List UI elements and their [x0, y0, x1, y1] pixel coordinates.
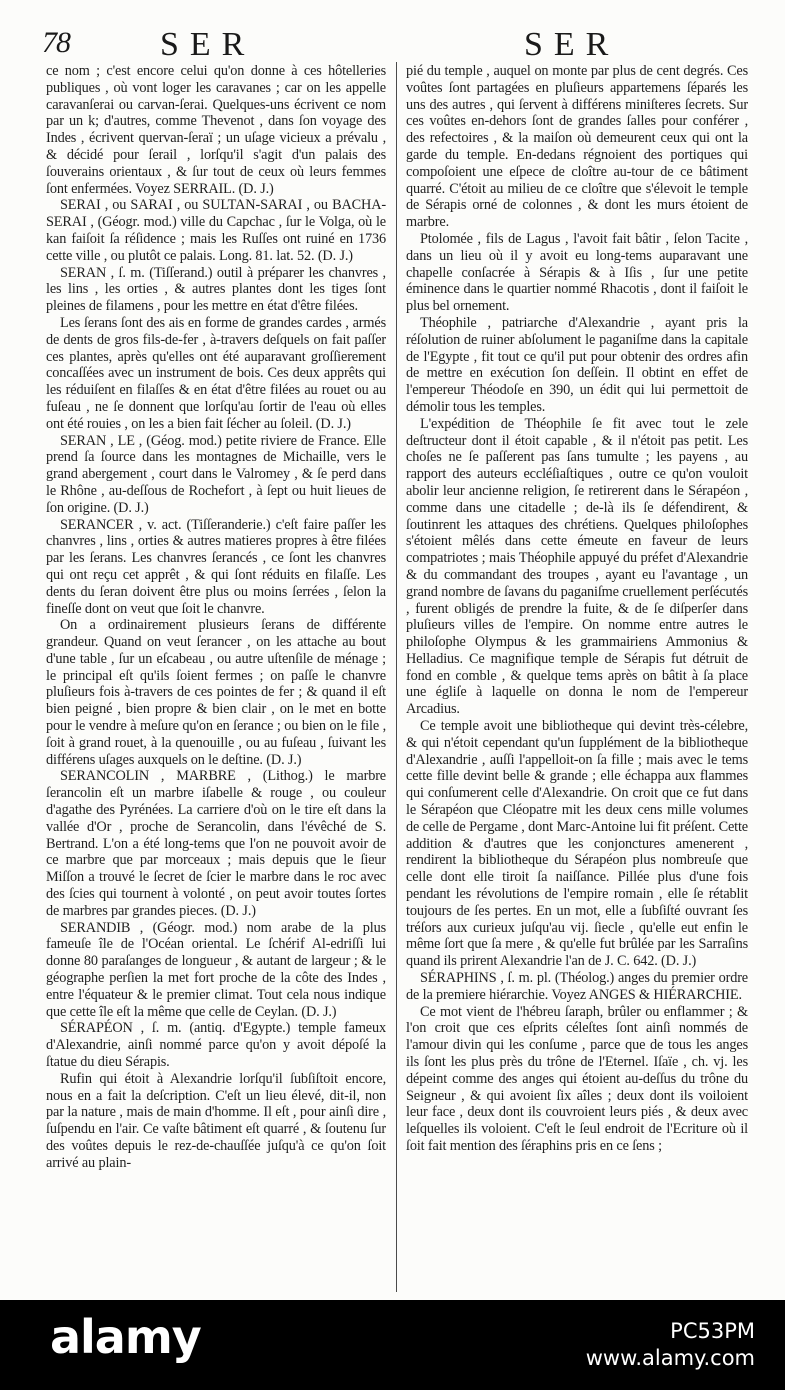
- paragraph: On a ordinairement plusieurs ſerans de différente grandeur. Quand on veut ſerancer , on les attache au bout d'une table , ſur un eſcabeau , ou autre uſtenſile de ménage ; le principal eſt qu'ils ſoient fermes ; on paſſe le chanvre pluſieurs fois à-travers de ces pointes de fer ; & quand il eſt bien peigné , bien propre & bien clair , on le met en botte pour le vendre à meſure qu'on en ſerance ; ou bien on le file , ſoit à grand rouet, à la quenouille , ou au fuſeau , ſuivant les différens uſages auxquels on le deſtine. (D. J.): [46, 617, 386, 768]
- paragraph: Les ſerans ſont des ais en forme de grandes cardes , armés de dents de gros fils-de-fer , à-travers deſquels on fait paſſer ces plantes, après qu'elles ont été auparavant groſſierement concaſſées avec un instrument de bois. Ces deux apprêts qui les réduiſent en filaſſes & en état d'être filées au rouet ou au fuſeau , ne ſe donnent que lorſqu'au ſortir de l'eau où elles ont été rouies , on les a bien fait ſécher au ſoleil. (D. J.): [46, 314, 386, 432]
- column-divider: [396, 62, 397, 1292]
- paragraph: Théophile , patriarche d'Alexandrie , ayant pris la réſolution de ruiner abſolument le paganiſme dans la capitale de l'Egypte , fit tout ce qu'il put pour obtenir des ordres afin de mettre en exécution ſon deſſein. Il obtint en effet de l'empereur Théodoſe en 390, un édit qui lui permettoit de démolir tous les temples.: [406, 314, 748, 415]
- paragraph: Ce mot vient de l'hébreu ſaraph, brûler ou enflammer ; & l'on croit que ces eſprits céleſtes ſont ainſi nommés de l'amour divin qui les conſume , parce que de tous les anges ils ſont les plus près du trône de l'Eternel. Iſaïe , ch. vj. les dépeint comme des anges qui étoient au-deſſus du trône du Seigneur , & qui avoient ſix aîles ; deux dont ils voiloient leur face , deux dont ils couvroient leurs piés , & deux avec leſquelles ils voloient. C'eſt le ſeul endroit de l'Ecriture où il ſoit fait mention des ſéraphins pris en ce ſens ;: [406, 1003, 748, 1154]
- entry-seran-le: SERAN , LE , (Géog. mod.) petite riviere de France. Elle prend ſa ſource dans les montagnes de Michaille, vers le grand abergement , court dans le Valromey , & ſe perd dans le Rhône , au-deſſous de Rochefort , à ſept ou huit lieues de ſon origine. (D. J.): [46, 432, 386, 516]
- entry-seraphins: SÉRAPHINS , ſ. m. pl. (Théolog.) anges du premier ordre de la premiere hiérarchie. Voyez ANGES & HIÉRARCHIE.: [406, 970, 748, 1003]
- paragraph: Rufin qui étoit à Alexandrie lorſqu'il ſubſiſtoit encore, nous en a fait la deſcription. C'eſt un lieu élevé, dit-il, non par la nature , mais de main d'homme. Il eſt , pour ainſi dire , ſuſpendu en l'air. Ce vaſte bâtiment eſt quarré , & ſoutenu ſur des voûtes depuis le rez-de-chauſſée juſqu'à ce qu'on ſoit arrivé au plain-: [46, 1070, 386, 1171]
- entry-serai: SERAI , ou SARAI , ou SULTAN-SARAI , ou BACHA-SERAI , (Géogr. mod.) ville du Capchac , ſur le Volga, où le kan faiſoit ſa réſidence ; mais les Ruſſes ont ruiné en 1736 cette ville , ou plutôt ce palais. Long. 81. lat. 52. (D. J.): [46, 197, 386, 264]
- stock-watermark-bar: [0, 1300, 785, 1390]
- image-id-block: [586, 1318, 755, 1372]
- image-id: PC53PM: [670, 1319, 755, 1343]
- paragraph: pié du temple , auquel on monte par plus de cent degrés. Ces voûtes ſont partagées en pluſieurs appartemens ſéparés les uns des autres , qui ſervent à différens miniſteres ſecrets. Sur ces voûtes en-dehors ſont de grandes ſalles pour conférer , des refectoires , & la maiſon où demeurent ceux qui ont la garde du temple. En-dedans régnoient des portiques qui compoſoient une eſpece de cloître au-tour de ce bâtiment quarré. C'étoit au milieu de ce cloître que s'élevoit le temple de Sérapis orné de colonnes , & dont les murs étoient de marbre.: [406, 63, 748, 231]
- entry-seran: SERAN , ſ. m. (Tiſſerand.) outil à préparer les chanvres , les lins , les orties , & autres plantes dont les tiges ſont pleines de filamens , pour les mettre en état d'être filées.: [46, 264, 386, 315]
- left-column: [46, 63, 386, 1295]
- entry-serandib: SERANDIB , (Géogr. mod.) nom arabe de la plus fameuſe île de l'Océan oriental. Le ſchérif Al-edriſſi lui donne 80 paraſanges de longueur , & autant de largeur ; & le géographe perſien la met fort proche de la côte des Indes , entre l'équateur & le premier climat. Tout cela nous indique que cette île eſt la même que celle de Ceylan. (D. J.): [46, 919, 386, 1020]
- entry-serapeon: SÉRAPÉON , ſ. m. (antiq. d'Egypte.) temple fameux d'Alexandrie, ainſi nommé parce qu'on y avoit dépoſé la ſtatue du dieu Sérapis.: [46, 1020, 386, 1071]
- site-url: www.alamy.com: [585, 1346, 755, 1370]
- entry-serancer: SERANCER , v. act. (Tiſſeranderie.) c'eſt faire paſſer les chanvres , lins , orties & autres matieres propres à être filées par les ſerans. Les chanvres ſerancés , ce ſont les chanvres qui ont reçu cet apprêt , & qui ſont réduits en filaſſe. Les dents du ſeran doivent être plus ou moins ſerrées , ſelon la fineſſe dont on veut que ſoit le chanvre.: [46, 516, 386, 617]
- paragraph: L'expédition de Théophile ſe fit avec tout le zele deſtructeur dont il étoit capable , & il n'étoit pas petit. Les choſes ne ſe paſſerent pas ſans tumulte ; les payens , au rapport des auteurs eccléſiaſtiques , outre ce qu'on vouloit abolir leur ancienne religion, ſe retirerent dans le Sérapéon , comme dans une citadelle ; de-là ils ſe défendirent, & ſoutinrent les attaques des chrétiens. Quelques philoſophes s'étoient mêlés dans cette émeute en faveur de leurs compatriotes ; mais Théophile appuyé du préfet d'Alexandrie & du commandant des troupes , ayant eu l'avantage , un grand nombre de ſavans du paganiſme cruellement perſécutés , furent obligés de prendre la fuite, & de ſe diſperſer dans pluſieurs villes de l'empire. On nomme entre autres le philoſophe Olympus & les grammairiens Ammonius & Helladius. Ce magnifique temple de Sérapis fut détruit de fond en comble , & quelque tems après on bâtit à ſa place une égliſe à laquelle on donna le nom de l'empereur Arcadius.: [406, 415, 748, 718]
- paragraph: Ce temple avoit une bibliotheque qui devint très-célebre, & qui n'étoit cependant qu'un ſupplément de la bibliotheque d'Alexandrie , auſſi l'appelloit-on ſa fille ; mais avec le tems cette fille devint belle & grande ; elle échappa aux flammes qui conſumerent celle d'Alexandrie. On croit que ce fut dans le Sérapéon que Cléopatre mit les deux cens mille volumes de celle de Pergame , dont Marc-Antoine lui fit préſent. Cette addition & d'autres que les conjonctures amenerent , rendirent la bibliotheque du Sérapéon plus nombreuſe que celle dont elle tiroit ſa naiſſance. Pillée plus d'une fois pendant les révolutions de l'empire romain , elle ſe rétablit toujours de ſes pertes. En un mot, elle a ſubſiſté ouvrant ſes tréſors aux curieux juſqu'au vij. ſiecle , qu'elle eut enfin le même ſort que ſa mere , & qu'elle fut brûlée par les Sarraſins quand ils prirent Alexandrie l'an de J. C. 642. (D. J.): [406, 718, 748, 970]
- alamy-logo: alamy: [50, 1310, 201, 1364]
- page-number: 78: [42, 26, 70, 59]
- paragraph: Ptolomée , fils de Lagus , l'avoit fait bâtir , ſelon Tacite , dans un lieu où il y avoit eu long-tems auparavant une chapelle conſacrée à Sérapis & à Iſis , ſur une petite éminence dans le quartier nommé Rhacotis , dont il faiſoit le plus bel ornement.: [406, 230, 748, 315]
- running-head-left: SER: [160, 26, 256, 63]
- paragraph: ce nom ; c'est encore celui qu'on donne à ces hôtelleries publiques , où vont loger les caravanes ; car on les appelle caravanſerai ou carvan-ſerai. Quelques-uns écrivent ce nom par un k; d'autres, comme Thevenot , dans ſon voyage des Indes , écrivent quervan-ſeraï ; un uſage vicieux a prévalu , & décidé pour ſerail , lorſqu'il s'agit d'un palais des ſouverains orientaux , & ſur tout de ceux où leurs femmes ſont enfermées. Voyez SERRAIL. (D. J.): [46, 63, 386, 197]
- running-head-right: SER: [524, 26, 620, 63]
- entry-serancolin: SERANCOLIN , MARBRE , (Lithog.) le marbre ſerancolin eſt un marbre iſabelle & rouge , ou couleur d'agathe des Pyrénées. La carriere d'où on le tire eſt dans la vallée d'Or , proche de Serancolin, dans l'évêché de S. Bertrand. L'on a été long-tems que l'on ne pouvoit avoir de ce marbre que par morceaux ; mais depuis que le ſieur Miſſon a trouvé le ſecret de ſcier le marbre dans le roc avec des ſcies qui tournent à volonté , on peut avoir toutes ſortes de marbres par grandes pieces. (D. J.): [46, 768, 386, 919]
- right-column: [406, 63, 748, 1295]
